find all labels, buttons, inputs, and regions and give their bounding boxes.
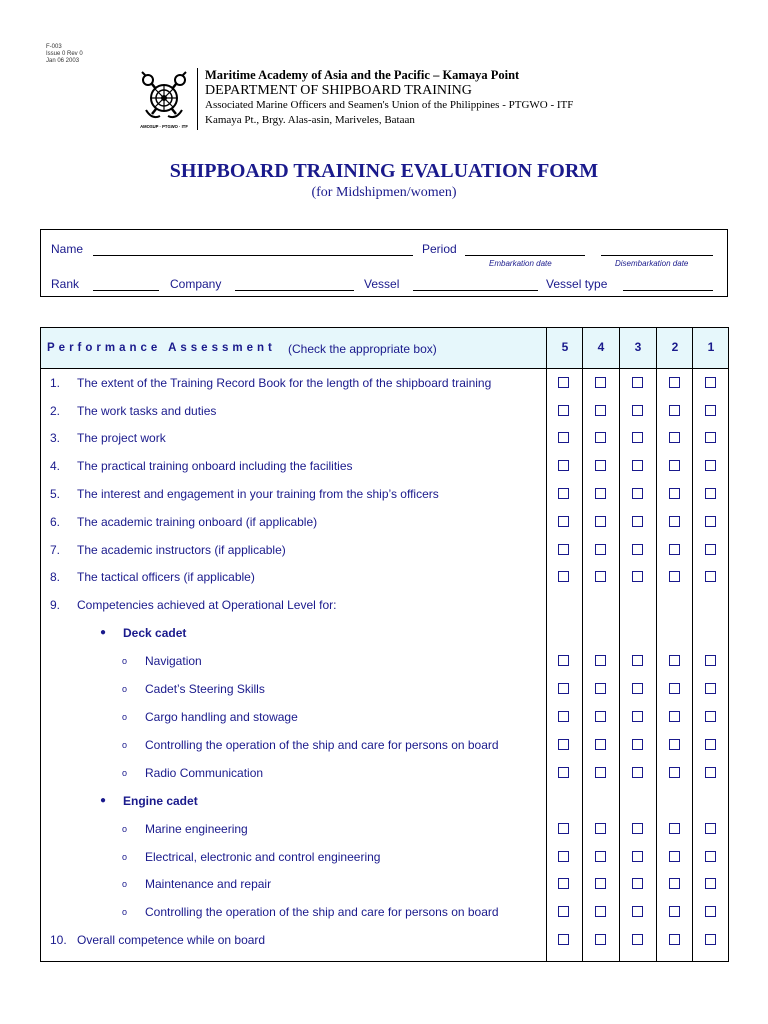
score-3-checkbox[interactable] — [632, 878, 643, 889]
score-1-checkbox[interactable] — [705, 460, 716, 471]
score-2-checkbox[interactable] — [669, 878, 680, 889]
bullet-icon: ● — [100, 627, 107, 638]
engine-cadet-group — [41, 794, 728, 812]
score-1-checkbox[interactable] — [705, 516, 716, 527]
score-3-checkbox[interactable] — [632, 851, 643, 862]
score-3-checkbox[interactable] — [632, 516, 643, 527]
score-5-checkbox[interactable] — [558, 655, 569, 666]
company-label: Company — [170, 277, 222, 291]
competency-text: Marine engineering — [145, 822, 248, 836]
row-text: The academic training onboard (if applicable) — [77, 515, 318, 529]
assessment-row — [41, 570, 728, 588]
score-1-checkbox[interactable] — [705, 655, 716, 666]
competency-row — [41, 682, 728, 700]
name-label: Name — [51, 242, 84, 256]
assessment-row — [41, 515, 728, 533]
score-3-checkbox[interactable] — [632, 683, 643, 694]
row-text: The project work — [77, 431, 166, 445]
score-4-checkbox[interactable] — [595, 377, 606, 388]
score-header-1: 1 — [707, 340, 715, 354]
score-5-checkbox[interactable] — [558, 823, 569, 834]
performance-assessment-table — [40, 327, 729, 962]
competency-text: Cargo handling and stowage — [145, 710, 298, 724]
competency-row — [41, 877, 728, 895]
score-3-checkbox[interactable] — [632, 906, 643, 917]
circle-bullet-icon: o — [122, 684, 128, 694]
score-3-checkbox[interactable] — [632, 934, 643, 945]
row-text: The work tasks and duties — [77, 404, 217, 418]
address: Kamaya Pt., Brgy. Alas-asin, Mariveles, Bataan — [205, 114, 415, 126]
score-2-checkbox[interactable] — [669, 851, 680, 862]
row-number: 2. — [50, 404, 61, 418]
row-text: Overall competence while on board — [77, 933, 266, 947]
score-5-checkbox[interactable] — [558, 432, 569, 443]
row-number: 5. — [50, 487, 61, 501]
disembarkation-date-field[interactable] — [601, 255, 713, 256]
score-4-checkbox[interactable] — [595, 878, 606, 889]
score-4-checkbox[interactable] — [595, 488, 606, 499]
competency-row — [41, 850, 728, 868]
academy-name: Maritime Academy of Asia and the Pacific – Kamaya Point — [205, 68, 520, 82]
vessel-type-label: Vessel type — [546, 277, 608, 291]
disembarkation-caption: Disembarkation date — [615, 259, 689, 268]
competency-row — [41, 710, 728, 728]
score-1-checkbox[interactable] — [705, 571, 716, 582]
form-subtitle: (for Midshipmen/women) — [311, 185, 457, 200]
vessel-label: Vessel — [364, 277, 400, 291]
score-4-checkbox[interactable] — [595, 934, 606, 945]
score-2-checkbox[interactable] — [669, 460, 680, 471]
score-2-checkbox[interactable] — [669, 655, 680, 666]
score-1-checkbox[interactable] — [705, 377, 716, 388]
score-3-checkbox[interactable] — [632, 655, 643, 666]
score-5-checkbox[interactable] — [558, 488, 569, 499]
score-4-checkbox[interactable] — [595, 739, 606, 750]
score-2-checkbox[interactable] — [669, 405, 680, 416]
score-header-2: 2 — [671, 340, 679, 354]
score-1-checkbox[interactable] — [705, 767, 716, 778]
score-4-checkbox[interactable] — [595, 683, 606, 694]
issue-revision: Issue 0 Rev 0 — [46, 51, 83, 57]
score-5-checkbox[interactable] — [558, 906, 569, 917]
row-text: The practical training onboard including the facilities — [77, 459, 353, 473]
score-3-checkbox[interactable] — [632, 460, 643, 471]
score-1-checkbox[interactable] — [705, 851, 716, 862]
row-text: The extent of the Training Record Book for the length of the shipboard training — [77, 376, 492, 390]
score-2-checkbox[interactable] — [669, 516, 680, 527]
competency-text: Maintenance and repair — [145, 877, 272, 891]
name-field[interactable] — [93, 255, 413, 256]
score-5-checkbox[interactable] — [558, 851, 569, 862]
circle-bullet-icon: o — [122, 740, 128, 750]
academy-logo-icon — [138, 70, 190, 130]
circle-bullet-icon: o — [122, 824, 128, 834]
competency-text: Cadet’s Steering Skills — [145, 682, 265, 696]
group-label: Engine cadet — [123, 794, 198, 808]
score-1-checkbox[interactable] — [705, 934, 716, 945]
score-3-checkbox[interactable] — [632, 432, 643, 443]
row-number: 6. — [50, 515, 61, 529]
score-3-checkbox[interactable] — [632, 739, 643, 750]
score-2-checkbox[interactable] — [669, 488, 680, 499]
score-3-checkbox[interactable] — [632, 767, 643, 778]
score-5-checkbox[interactable] — [558, 405, 569, 416]
circle-bullet-icon: o — [122, 656, 128, 666]
score-1-checkbox[interactable] — [705, 488, 716, 499]
score-header-4: 4 — [597, 340, 605, 354]
trainee-info-box — [40, 229, 728, 297]
row-number: 4. — [50, 459, 61, 473]
assessment-row — [41, 487, 728, 505]
competency-row — [41, 766, 728, 784]
score-4-checkbox[interactable] — [595, 516, 606, 527]
embarkation-caption: Embarkation date — [489, 259, 552, 268]
department-name: DEPARTMENT OF SHIPBOARD TRAINING — [205, 83, 472, 98]
rank-field[interactable] — [93, 290, 159, 291]
row-text: The academic instructors (if applicable) — [77, 543, 286, 557]
score-3-checkbox[interactable] — [632, 544, 643, 555]
competency-text: Controlling the operation of the ship and care for persons on board — [145, 738, 499, 752]
issue-date: Jan 06 2003 — [46, 58, 80, 64]
competency-text: Electrical, electronic and control engineering — [145, 850, 381, 864]
group-label: Deck cadet — [123, 626, 187, 640]
score-2-checkbox[interactable] — [669, 377, 680, 388]
score-2-checkbox[interactable] — [669, 571, 680, 582]
score-5-checkbox[interactable] — [558, 571, 569, 582]
competency-text: Navigation — [145, 654, 202, 668]
circle-bullet-icon: o — [122, 712, 128, 722]
score-2-checkbox[interactable] — [669, 683, 680, 694]
score-4-checkbox[interactable] — [595, 432, 606, 443]
score-5-checkbox[interactable] — [558, 767, 569, 778]
competency-row — [41, 905, 728, 923]
row-number: 1. — [50, 376, 61, 390]
score-1-checkbox[interactable] — [705, 739, 716, 750]
row-number: 9. — [50, 598, 61, 612]
score-5-checkbox[interactable] — [558, 683, 569, 694]
vessel-field[interactable] — [413, 290, 538, 291]
assessment-row — [41, 459, 728, 477]
assessment-row — [41, 376, 728, 394]
score-1-checkbox[interactable] — [705, 878, 716, 889]
score-4-checkbox[interactable] — [595, 711, 606, 722]
header-divider — [197, 68, 198, 130]
form-title: SHIPBOARD TRAINING EVALUATION FORM — [169, 160, 599, 182]
score-4-checkbox[interactable] — [595, 823, 606, 834]
score-2-checkbox[interactable] — [669, 906, 680, 917]
score-5-checkbox[interactable] — [558, 878, 569, 889]
row-number: 10. — [50, 933, 67, 947]
score-2-checkbox[interactable] — [669, 432, 680, 443]
document-code — [46, 44, 83, 65]
score-4-checkbox[interactable] — [595, 460, 606, 471]
institution-header — [205, 68, 573, 128]
company-field[interactable] — [235, 290, 354, 291]
vessel-type-field[interactable] — [623, 290, 713, 291]
row-text: The interest and engagement in your training from the ship’s officers — [77, 487, 439, 501]
score-1-checkbox[interactable] — [705, 683, 716, 694]
score-4-checkbox[interactable] — [595, 544, 606, 555]
score-4-checkbox[interactable] — [595, 906, 606, 917]
score-4-checkbox[interactable] — [595, 767, 606, 778]
score-1-checkbox[interactable] — [705, 823, 716, 834]
bullet-icon: ● — [100, 795, 107, 806]
score-1-checkbox[interactable] — [705, 906, 716, 917]
score-5-checkbox[interactable] — [558, 739, 569, 750]
row-number: 3. — [50, 431, 61, 445]
score-5-checkbox[interactable] — [558, 711, 569, 722]
circle-bullet-icon: o — [122, 852, 128, 862]
assessment-title: Performance Assessment — [47, 342, 276, 354]
assessment-header — [41, 328, 728, 369]
assessment-row — [41, 431, 728, 449]
assessment-row — [41, 404, 728, 422]
form-code: F-003 — [46, 44, 62, 50]
competency-text: Radio Communication — [145, 766, 264, 780]
score-4-checkbox[interactable] — [595, 405, 606, 416]
score-3-checkbox[interactable] — [632, 488, 643, 499]
score-header-5: 5 — [561, 340, 569, 354]
row-number: 8. — [50, 570, 61, 584]
assessment-hint: (Check the appropriate box) — [288, 342, 437, 356]
score-1-checkbox[interactable] — [705, 432, 716, 443]
competency-text: Controlling the operation of the ship and care for persons on board — [145, 905, 499, 919]
score-header-3: 3 — [634, 340, 642, 354]
assessment-row — [41, 543, 728, 561]
competency-row — [41, 654, 728, 672]
score-2-checkbox[interactable] — [669, 739, 680, 750]
score-3-checkbox[interactable] — [632, 571, 643, 582]
score-3-checkbox[interactable] — [632, 823, 643, 834]
score-4-checkbox[interactable] — [595, 655, 606, 666]
score-4-checkbox[interactable] — [595, 571, 606, 582]
circle-bullet-icon: o — [122, 879, 128, 889]
score-5-checkbox[interactable] — [558, 934, 569, 945]
assessment-row — [41, 598, 728, 616]
row-text: The tactical officers (if applicable) — [77, 570, 255, 584]
competency-row — [41, 738, 728, 756]
circle-bullet-icon: o — [122, 768, 128, 778]
score-3-checkbox[interactable] — [632, 405, 643, 416]
score-1-checkbox[interactable] — [705, 711, 716, 722]
score-3-checkbox[interactable] — [632, 711, 643, 722]
deck-cadet-group — [41, 626, 728, 644]
score-5-checkbox[interactable] — [558, 377, 569, 388]
score-1-checkbox[interactable] — [705, 544, 716, 555]
rank-label: Rank — [51, 277, 80, 291]
score-3-checkbox[interactable] — [632, 377, 643, 388]
competency-row — [41, 822, 728, 840]
score-2-checkbox[interactable] — [669, 934, 680, 945]
score-2-checkbox[interactable] — [669, 823, 680, 834]
score-4-checkbox[interactable] — [595, 851, 606, 862]
row-number: 7. — [50, 543, 61, 557]
row-text: Competencies achieved at Operational Level for: — [77, 598, 337, 612]
score-2-checkbox[interactable] — [669, 767, 680, 778]
score-2-checkbox[interactable] — [669, 544, 680, 555]
score-1-checkbox[interactable] — [705, 405, 716, 416]
score-5-checkbox[interactable] — [558, 460, 569, 471]
score-2-checkbox[interactable] — [669, 711, 680, 722]
association-name: Associated Marine Officers and Seamen's Union of the Philippines - PTGWO - ITF — [205, 99, 574, 111]
score-5-checkbox[interactable] — [558, 544, 569, 555]
period-label: Period — [422, 242, 457, 256]
embarkation-date-field[interactable] — [465, 255, 585, 256]
assessment-row — [41, 933, 728, 951]
logo-text: AMOSUP · PTGWO · ITF — [140, 124, 188, 129]
score-5-checkbox[interactable] — [558, 516, 569, 527]
circle-bullet-icon: o — [122, 907, 128, 917]
